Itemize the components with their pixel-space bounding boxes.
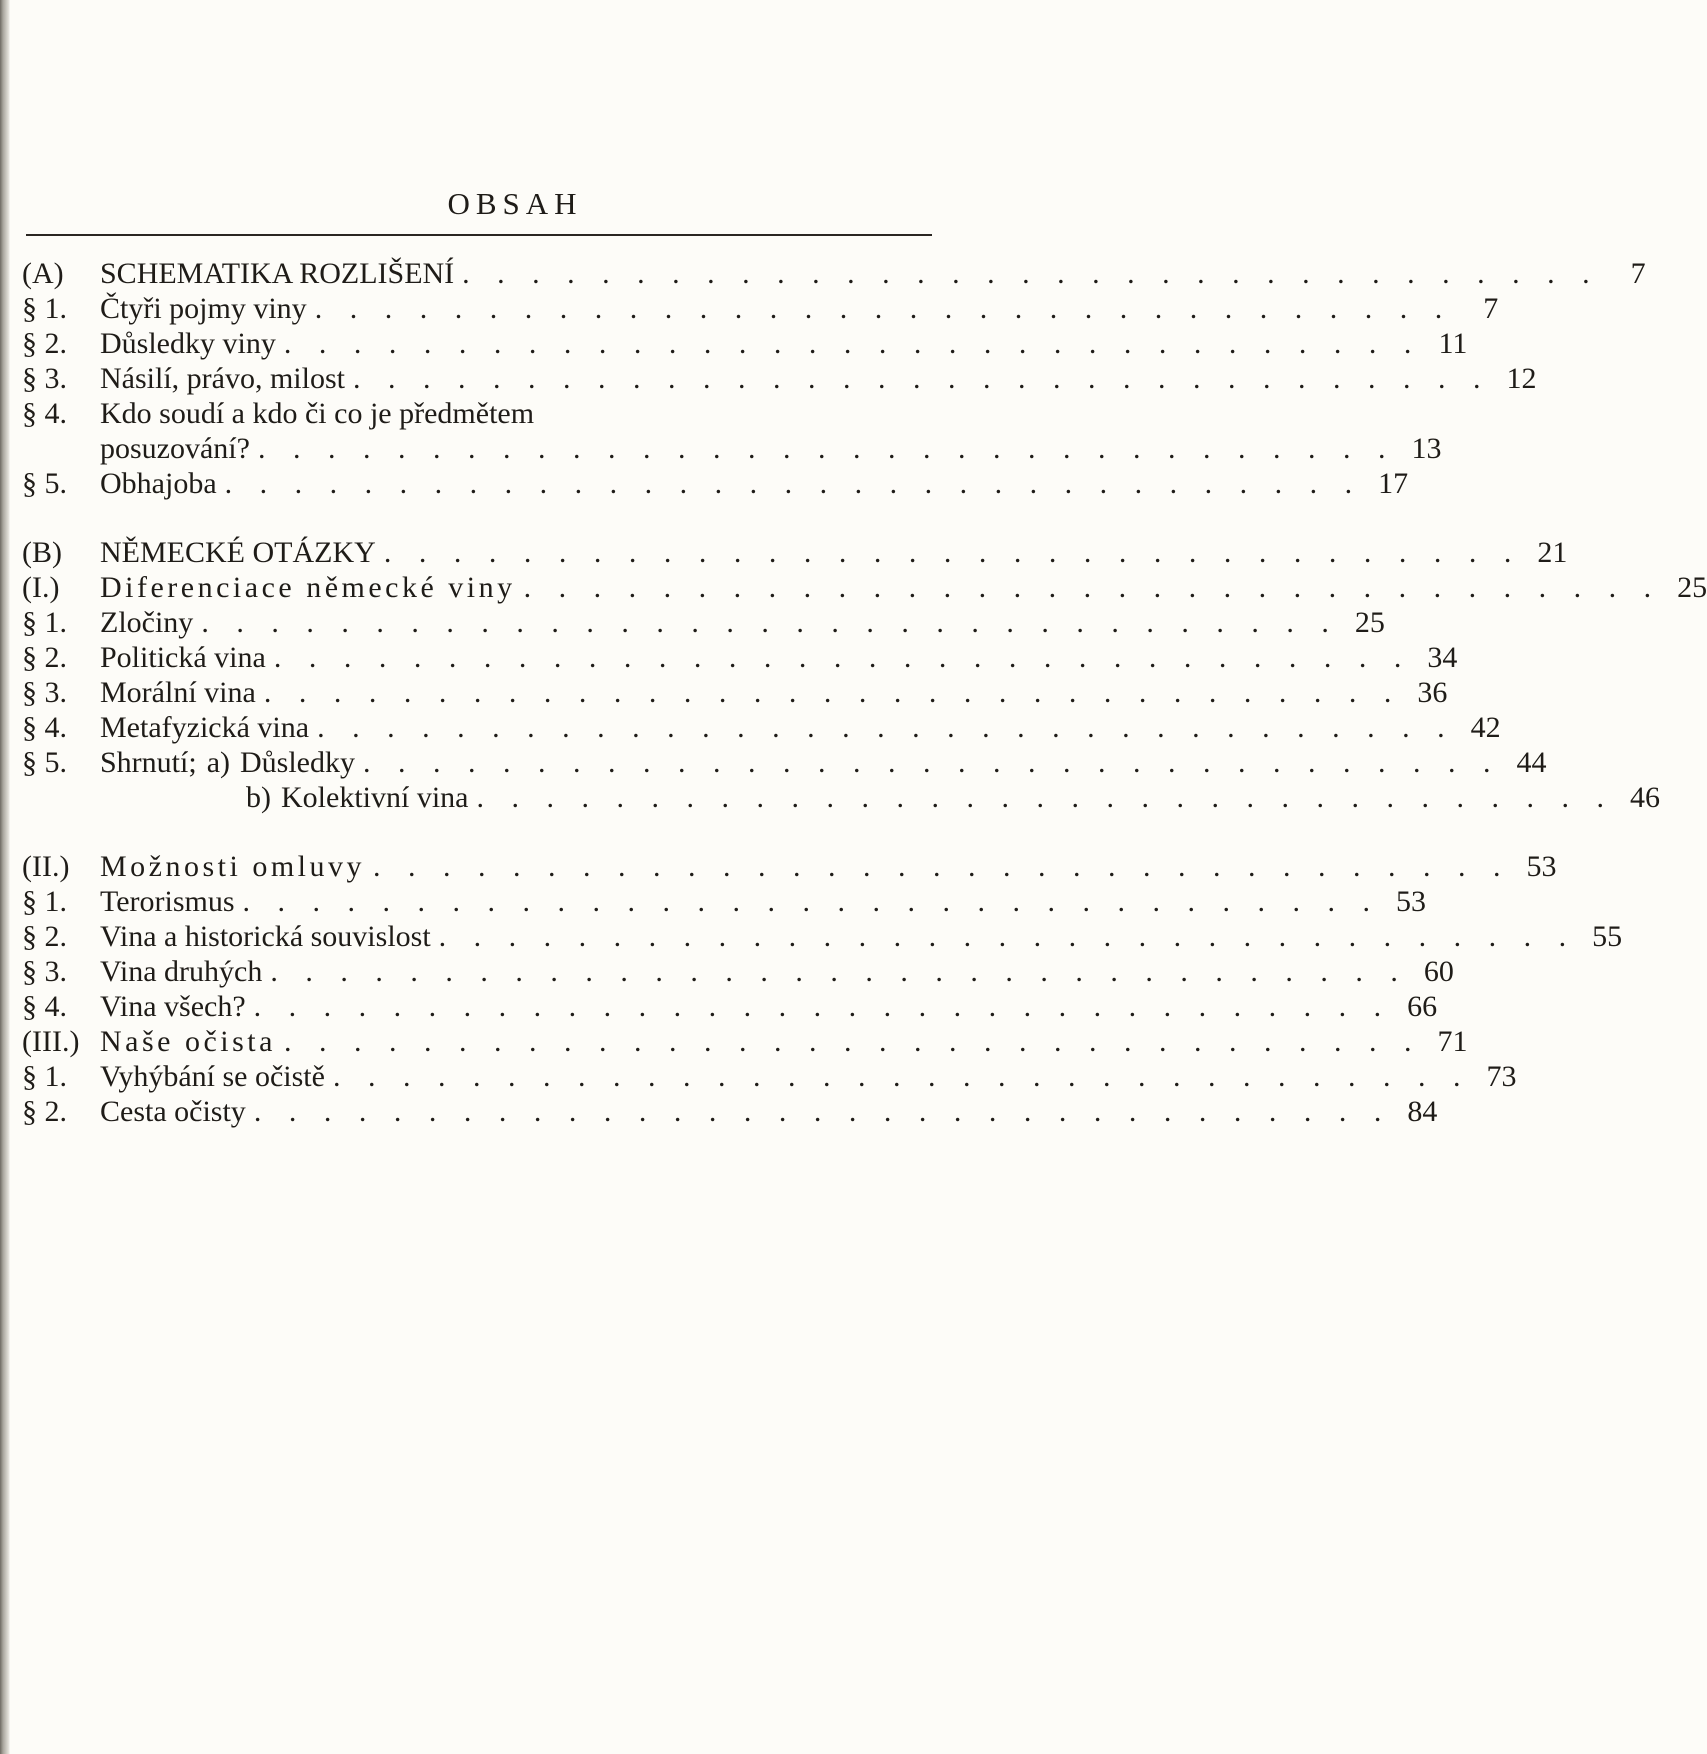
toc-item[interactable] [22,989,1438,1024]
toc-page: 11 [1438,327,1468,360]
leader-dots: . . . . . . . . . . . . . . . . . . . . . . . . . . . . . . . . . [383,536,1522,569]
leader-dots: . . . . . . . . . . . . . . . . . . . . . . . . . . . . . . . . . [270,955,1408,988]
leader-dots: . . . . . . . . . . . . . . . . . . . . . . . . . . . . . . . . . [523,571,1662,604]
toc-text: Důsledky viny [100,327,276,360]
toc-item[interactable] [22,605,1385,640]
toc-sub-text: Důsledky [240,746,355,779]
toc-item[interactable] [22,640,1458,675]
book-spine-shadow [0,0,10,1754]
toc-sub-text: Kolektivní vina [281,781,469,814]
toc-item[interactable] [22,361,1537,396]
leader-dots: . . . . . . . . . . . . . . . . . . . . . . . . . . . . . . . . . [314,292,1453,325]
toc-label: § 3. [22,676,67,709]
toc-page: 53 [1396,885,1427,918]
leader-dots: . . . . . . . . . . . . . . . . . . . . . . . . . . . . . . . . . [273,641,1412,674]
toc-page: 7 [1630,257,1646,290]
toc-label: § 1. [22,292,67,325]
toc-label: § 2. [22,920,67,953]
toc-item[interactable] [22,954,1454,989]
toc-text: Zločiny [100,606,194,639]
toc-text: Shrnutí; [100,746,197,779]
toc-label: § 5. [22,467,67,500]
toc-item[interactable] [22,884,1427,919]
toc-item-continuation[interactable] [22,780,1660,815]
toc-text: Naše očista [100,1025,276,1058]
toc-item[interactable] [22,710,1501,745]
toc-text: Kdo soudí a kdo či co je předmětem [100,397,535,430]
leader-dots: . . . . . . . . . . . . . . . . . . . . . . . . . . . . . . . . . [462,257,1600,290]
leader-dots: . . . . . . . . . . . . . . . . . . . . . . . . . . . . . . . . . [352,362,1491,395]
toc-item[interactable] [22,919,1623,954]
toc-heading-b[interactable] [22,535,1568,570]
toc-label: § 1. [22,885,67,918]
toc-item[interactable] [22,745,1547,780]
toc-text: Terorismus [100,885,235,918]
toc-page: 36 [1417,676,1448,709]
toc-page: 42 [1470,711,1501,744]
toc-label: (III.) [22,1025,80,1058]
toc-text: Možnosti omluvy [100,850,366,883]
toc-label: (II.) [22,850,70,883]
toc-page: 84 [1407,1095,1438,1128]
toc-page: 44 [1516,746,1547,779]
toc-page: 7 [1483,292,1499,325]
toc-item-continuation[interactable] [22,431,1442,466]
toc-page: 12 [1506,362,1537,395]
toc-sub-label: b) [246,781,271,814]
toc-page: 73 [1486,1060,1517,1093]
toc-item[interactable] [22,396,934,431]
title-rule [26,234,932,236]
toc-text: Cesta očisty [100,1095,246,1128]
toc-page: 60 [1423,955,1454,988]
toc-item[interactable] [22,326,1468,361]
leader-dots: . . . . . . . . . . . . . . . . . . . . . . . . . . . . . . . . . [317,711,1455,744]
toc-text: Politická vina [100,641,266,674]
leader-dots: . . . . . . . . . . . . . . . . . . . . . . . . . . . . . . . . . [363,746,1501,779]
toc-text: NĚMECKÉ OTÁZKY [100,536,376,569]
leader-dots: . . . . . . . . . . . . . . . . . . . . . . . . . . . . . . . . . [253,990,1392,1023]
toc-label: § 3. [22,955,67,988]
toc-text: Vina a historická souvislost [100,920,431,953]
toc-item[interactable] [22,291,1499,326]
leader-dots: . . . . . . . . . . . . . . . . . . . . . . . . . . . . . . . . . [283,1025,1422,1058]
toc-label: § 4. [22,397,67,430]
toc-page: 13 [1411,432,1442,465]
toc-page: 34 [1427,641,1458,674]
toc-text: Čtyři pojmy viny [100,292,307,325]
leader-dots: . . . . . . . . . . . . . . . . . . . . . . . . . . . . . . . . . [476,781,1614,814]
toc-label: § 3. [22,362,67,395]
toc-text: Vina druhých [100,955,263,988]
toc-sub-label: a) [206,746,230,779]
toc-label: (B) [22,536,62,569]
toc-text: SCHEMATIKA ROZLIŠENÍ [100,257,455,290]
leader-dots: . . . . . . . . . . . . . . . . . . . . . . . . . . . . . . . . . [283,327,1422,360]
leader-dots: . . . . . . . . . . . . . . . . . . . . . . . . . . . . . . . . . [224,467,1363,500]
toc-label: § 4. [22,990,67,1023]
leader-dots: . . . . . . . . . . . . . . . . . . . . . . . . . . . . . . . . . [257,432,1396,465]
leader-dots: . . . . . . . . . . . . . . . . . . . . . . . . . . . . . . . . . [253,1095,1392,1128]
leader-dots: . . . . . . . . . . . . . . . . . . . . . . . . . . . . . . . . . [201,606,1339,639]
toc-page: 66 [1407,990,1438,1023]
toc-item[interactable] [22,1059,1517,1094]
toc-subheading[interactable] [22,1024,1468,1059]
toc-label: (A) [22,257,64,290]
toc-item[interactable] [22,675,1448,710]
toc-text: Vina všech? [100,990,246,1023]
toc-page: 25 [1354,606,1385,639]
toc-text: Morální vina [100,676,256,709]
page-title: OBSAH [447,186,583,221]
toc-page: 46 [1629,781,1660,814]
toc-text: Metafyzická vina [100,711,310,744]
leader-dots: . . . . . . . . . . . . . . . . . . . . . . . . . . . . . . . . . [373,850,1511,883]
toc-label: § 4. [22,711,67,744]
toc-page: 55 [1592,920,1623,953]
toc-subheading[interactable] [22,570,1707,605]
toc-subheading[interactable] [22,849,1557,884]
leader-dots: . . . . . . . . . . . . . . . . . . . . . . . . . . . . . . . . . [242,885,1381,918]
leader-dots: . . . . . . . . . . . . . . . . . . . . . . . . . . . . . . . . . [332,1060,1471,1093]
toc-label: § 2. [22,327,67,360]
toc-text: posuzování? [100,432,250,465]
toc-label: § 1. [22,606,67,639]
toc-heading-a[interactable] [22,256,1646,291]
leader-dots: . . . . . . . . . . . . . . . . . . . . . . . . . . . . . . . . . [438,920,1577,953]
toc-page: 71 [1437,1025,1468,1058]
toc-text: Obhajoba [100,467,217,500]
toc-item[interactable] [22,1094,1438,1129]
table-of-contents [22,256,1707,1129]
toc-page: 21 [1537,536,1568,569]
toc-page: 53 [1526,850,1557,883]
toc-page: 25 [1677,571,1707,604]
toc-text: Diferenciace německé viny [100,571,516,604]
toc-label: § 2. [22,641,67,674]
toc-label: § 5. [22,746,67,779]
toc-text: Vyhýbání se očistě [100,1060,325,1093]
toc-label: (I.) [22,571,60,604]
toc-page: 17 [1378,467,1409,500]
toc-item[interactable] [22,466,1409,501]
toc-label: § 2. [22,1095,67,1128]
toc-label: § 1. [22,1060,67,1093]
toc-text: Násilí, právo, milost [100,362,345,395]
leader-dots: . . . . . . . . . . . . . . . . . . . . . . . . . . . . . . . . . [263,676,1402,709]
